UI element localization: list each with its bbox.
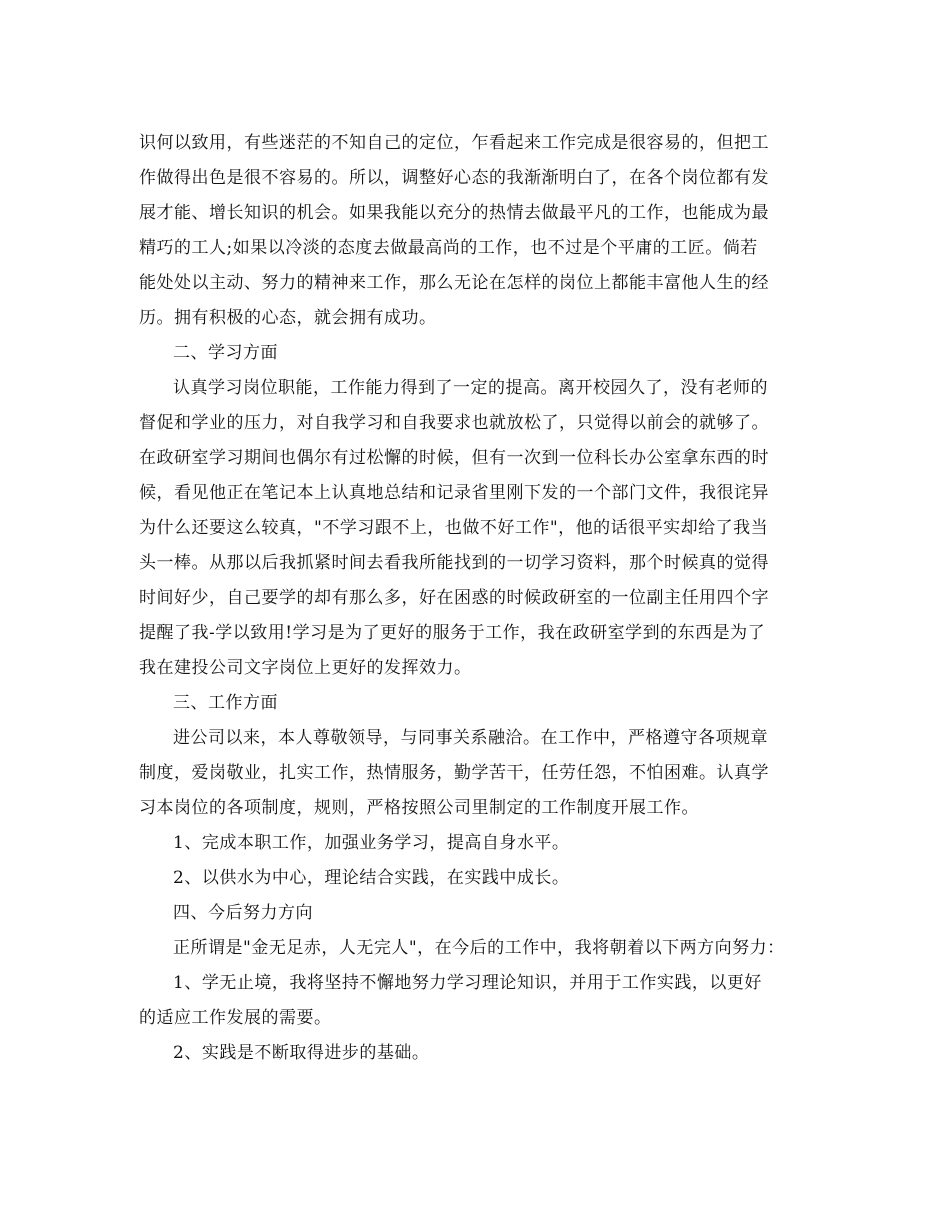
list-item-work-1 — [139, 826, 829, 861]
text-line: 制度，爱岗敬业，扎实工作，热情服务，勤学苦干，任劳任怨，不怕困难。认真学 — [139, 763, 769, 783]
text-line: 1、完成本职工作，加强业务学习，提高自身水平。 — [173, 833, 570, 853]
text-line: 督促和学业的压力，对自我学习和自我要求也就放松了，只觉得以前会的就够了。 — [139, 413, 769, 433]
section-heading-study — [139, 336, 829, 371]
paragraph-work — [139, 721, 829, 826]
text-line: 能处处以主动、努力的精神来工作，那么无论在怎样的岗位上都能丰富他人生的经 — [139, 273, 769, 293]
text-line: 时间好少，自己要学的却有那么多，好在困惑的时候政研室的一位副主任用四个字 — [139, 588, 769, 608]
section-heading-work — [139, 686, 829, 721]
list-item-future-2 — [139, 1036, 829, 1071]
heading-text: 二、学习方面 — [173, 343, 278, 363]
text-line: 认真学习岗位职能，工作能力得到了一定的提高。离开校园久了，没有老师的 — [173, 378, 768, 398]
list-item-future-1 — [139, 966, 829, 1036]
text-line: 2、实践是不断取得进步的基础。 — [173, 1043, 430, 1063]
heading-text: 四、今后努力方向 — [173, 903, 313, 923]
text-line: 习本岗位的各项制度，规则，严格按照公司里制定的工作制度开展工作。 — [139, 798, 699, 818]
paragraph-intro-continuation — [139, 126, 829, 336]
text-line: 精巧的工人;如果以冷淡的态度去做最高尚的工作，也不过是个平庸的工匠。倘若 — [139, 238, 758, 258]
document-body — [139, 126, 829, 1071]
text-line: 进公司以来，本人尊敬领导，与同事关系融洽。在工作中，严格遵守各项规章 — [173, 728, 768, 748]
text-line: 提醒了我-学以致用!学习是为了更好的服务于工作，我在政研室学到的东西是为了 — [139, 623, 766, 643]
text-line: 1、学无止境，我将坚持不懈地努力学习理论知识，并用于工作实践，以更好 — [173, 973, 762, 993]
text-line: 识何以致用，有些迷茫的不知自己的定位，乍看起来工作完成是很容易的，但把工 — [139, 133, 769, 153]
text-line: 我在建投公司文字岗位上更好的发挥效力。 — [139, 658, 472, 678]
text-line: 历。拥有积极的心态，就会拥有成功。 — [139, 308, 437, 328]
text-line: 为什么还要这么较真，"不学习跟不上，也做不好工作"，他的话很平实却给了我当 — [139, 518, 769, 538]
text-line: 展才能、增长知识的机会。如果我能以充分的热情去做最平凡的工作，也能成为最 — [139, 203, 769, 223]
text-line: 在政研室学习期间也偶尔有过松懈的时候，但有一次到一位科长办公室拿东西的时 — [139, 448, 769, 468]
paragraph-study — [139, 371, 829, 686]
text-line: 2、以供水为中心，理论结合实践，在实践中成长。 — [173, 868, 570, 888]
paragraph-future-intro — [139, 931, 829, 966]
heading-text: 三、工作方面 — [173, 693, 278, 713]
text-line: 正所谓是"金无足赤，人无完人"，在今后的工作中，我将朝着以下两方向努力： — [173, 938, 785, 958]
text-line: 的适应工作发展的需要。 — [139, 1008, 332, 1028]
list-item-work-2 — [139, 861, 829, 896]
text-line: 头一棒。从那以后我抓紧时间去看我所能找到的一切学习资料，那个时候真的觉得 — [139, 553, 769, 573]
section-heading-future — [139, 896, 829, 931]
text-line: 作做得出色是很不容易的。所以，调整好心态的我渐渐明白了，在各个岗位都有发 — [139, 168, 769, 188]
text-line: 候，看见他正在笔记本上认真地总结和记录省里刚下发的一个部门文件，我很诧异 — [139, 483, 769, 503]
